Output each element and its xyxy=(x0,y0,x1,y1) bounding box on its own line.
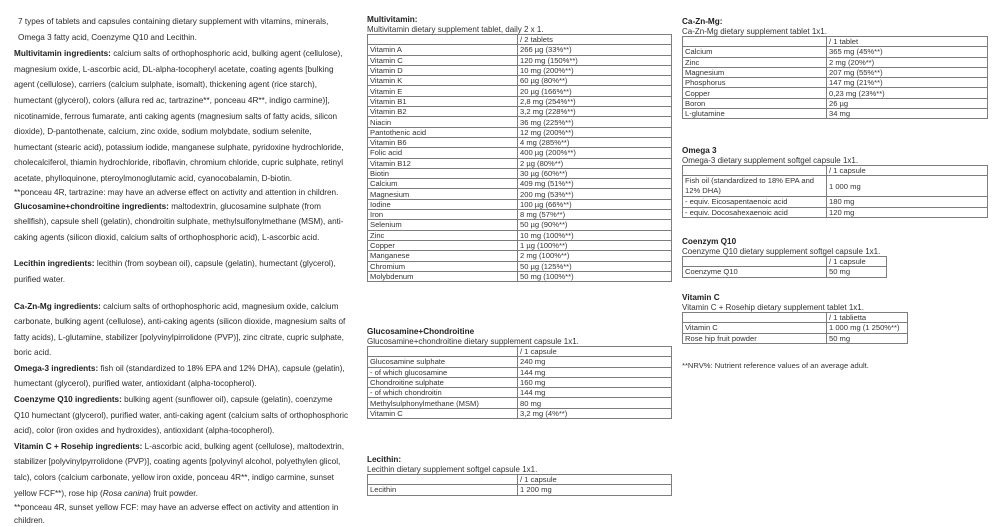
nutrient-name: Iron xyxy=(368,210,518,220)
nutrient-name: Vitamin B6 xyxy=(368,137,518,147)
nutrient-amount: 180 mg xyxy=(827,197,988,207)
nutrient-name: Vitamin E xyxy=(368,86,518,96)
coq10-section xyxy=(682,237,988,278)
nutrient-amount: 4 mg (285%**) xyxy=(518,137,672,147)
lecithin-ingredients: Lecithin ingredients: lecithin (from soybean oil), capsule (gelatin), humectant (glycerol), purified water. xyxy=(14,259,336,284)
nutrient-name: Fish oil (standardized to 18% EPA and 12% DHA) xyxy=(683,176,827,197)
table-row xyxy=(683,98,988,108)
table-header-row: / 1 capsule xyxy=(368,475,672,485)
nutrient-name: Vitamin C xyxy=(368,55,518,65)
nutrient-amount: 50 mg xyxy=(827,267,887,277)
nutrient-name: Vitamin B1 xyxy=(368,96,518,106)
vitc-subtitle: Vitamin C + Rosehip dietary supplement tablet 1x1. xyxy=(682,303,864,312)
nutrient-name: Glucosamine sulphate xyxy=(368,357,518,367)
table-row xyxy=(368,261,672,271)
nutrient-name: L-glutamine xyxy=(683,109,827,119)
nutrient-amount: 12 mg (200%**) xyxy=(518,127,672,137)
nutrient-amount: 144 mg xyxy=(518,388,672,398)
glucosamine-title: Glucosamine+Chondroitine xyxy=(367,327,475,336)
nutrient-amount: 50 µg (90%**) xyxy=(518,220,672,230)
table-row xyxy=(368,86,672,96)
nutrient-name: Vitamin K xyxy=(368,76,518,86)
omega-title: Omega 3 xyxy=(682,146,717,155)
table-row xyxy=(368,148,672,158)
nutrient-name: Vitamin B2 xyxy=(368,107,518,117)
nutrient-amount: 30 µg (60%**) xyxy=(518,168,672,178)
nutrient-amount: 50 mg xyxy=(827,333,908,343)
table-row xyxy=(683,323,908,333)
nutrient-name: Boron xyxy=(683,98,827,108)
nutrient-name: - equiv. Eicosapentaenoic acid xyxy=(683,197,827,207)
table-row xyxy=(368,76,672,86)
table-row xyxy=(683,47,988,57)
omega-table xyxy=(682,165,988,218)
table-row xyxy=(683,176,988,197)
nutrient-name: Selenium xyxy=(368,220,518,230)
table-row xyxy=(368,210,672,220)
nutrient-amount: 1 200 mg xyxy=(518,485,672,495)
cazn-section xyxy=(682,17,988,119)
glucosamine-table xyxy=(367,346,672,419)
nutrient-amount: 1 000 mg xyxy=(827,176,988,197)
glucosamine-ingredients: Glucosamine+chondroitine ingredients: maltodextrin, glucosamine sulphate (from shellfish), capsule shell (gelatin), chondroitin sulphate, methylsulfonylmethane (MSM), anti-caking agents (silicon dioxid, calcium salts of orthophosphoric acid), L-ascorbic acid. xyxy=(14,201,344,242)
table-header-row: / 1 tablietta xyxy=(683,313,908,323)
nutrient-amount: 1 000 mg (1 250%**) xyxy=(827,323,908,333)
nutrient-name: Copper xyxy=(683,88,827,98)
intro-text: 7 types of tablets and capsules containing dietary supplement with vitamins, minerals, Omega 3 fatty acid, Coenzyme Q10 and Lecithin. xyxy=(18,17,329,42)
coq10-ingredients: Coenzyme Q10 ingredients: bulking agent (sunflower oil), capsule (gelatin), coenzyme Q10 humectant (glycerol), purified water, anti-caking agent (calcium salts of orthophosphoric acid), color (iron oxides and hydroxides), antioxidant (alpha-tocopherol). xyxy=(14,395,349,436)
nutrient-name: - of which chondroitin xyxy=(368,388,518,398)
nutrient-amount: 3,2 mg (228%**) xyxy=(518,107,672,117)
nutrient-name: Iodine xyxy=(368,199,518,209)
nutrient-name: Biotin xyxy=(368,168,518,178)
coq10-table xyxy=(682,256,887,278)
table-row xyxy=(368,107,672,117)
ingredients-column xyxy=(14,14,350,527)
nutrient-amount: 365 mg (45%**) xyxy=(827,47,988,57)
omega-section xyxy=(682,146,988,218)
vitc-ingredients: Vitamin C + Rosehip ingredients: L-ascorbic acid, bulking agent (cellulose), maltodextrin, stabilizer [polyvinylpyrrolidone (PVP)], coating agents [polyvinyl alcohol, polyethylen glicol, talc), colors (calcium carbonate, yellow iron oxide, ponceau 4R**, indigo carmine, sunset yellow FCF**), rose hip (Rosa canina) fruit powder. xyxy=(14,441,344,498)
nutrient-name: Magnesium xyxy=(368,189,518,199)
cazn-ingredients: Ca-Zn-Mg ingredients: calcium salts of orthophosphoric acid, magnesium oxide, calcium carbonate, bulking agent (cellulose), anti-caking agents (silicon dioxide, magnesium salts of fatty acids), L-glutamine, stabilizer [polyvinylpirrolidone (PVP)], zinc citrate, cupric sulphate, boric acid. xyxy=(14,301,346,358)
nutrient-amount: 400 µg (200%**) xyxy=(518,148,672,158)
nutrient-name: Calcium xyxy=(368,179,518,189)
nrv-footnote: **NRV%: Nutrient reference values of an average adult. xyxy=(682,361,869,370)
table-row xyxy=(368,240,672,250)
table-row xyxy=(683,57,988,67)
nutrient-amount: 36 mg (225%**) xyxy=(518,117,672,127)
table-row xyxy=(368,117,672,127)
table-row xyxy=(368,65,672,75)
table-row xyxy=(368,96,672,106)
table-row xyxy=(368,189,672,199)
table-header-row: / 1 capsule xyxy=(683,257,887,267)
nutrient-name: Vitamin A xyxy=(368,45,518,55)
table-row xyxy=(683,197,988,207)
nutrient-amount: 1 µg (100%**) xyxy=(518,240,672,250)
cazn-table xyxy=(682,36,988,119)
table-row xyxy=(683,207,988,217)
vitc-title: Vitamin C xyxy=(682,293,720,302)
nutrient-name: Methylsulphonylmethane (MSM) xyxy=(368,398,518,408)
vitc-warning: **ponceau 4R, sunset yellow FCF: may have an adverse effect on activity and attention in children. xyxy=(14,503,339,526)
cazn-subtitle: Ca-Zn-Mg dietary supplement tablet 1x1. xyxy=(682,27,827,36)
nutrient-amount: 20 µg (166%**) xyxy=(518,86,672,96)
nutrient-amount: 409 mg (51%**) xyxy=(518,179,672,189)
multivitamin-title: Multivitamin: xyxy=(367,15,418,24)
table-row xyxy=(368,485,672,495)
table-row xyxy=(683,267,887,277)
nutrient-name: Magnesium xyxy=(683,67,827,77)
nutrient-amount: 147 mg (21%**) xyxy=(827,78,988,88)
nutrient-name: Zinc xyxy=(683,57,827,67)
nutrient-amount: 2 µg (80%**) xyxy=(518,158,672,168)
nutrient-amount: 160 mg xyxy=(518,377,672,387)
nutrient-amount: 60 µg (80%**) xyxy=(518,76,672,86)
table-header-row: / 1 capsule xyxy=(683,166,988,176)
table-row xyxy=(683,67,988,77)
nutrient-amount: 100 µg (66%**) xyxy=(518,199,672,209)
table-row xyxy=(368,158,672,168)
table-row xyxy=(368,377,672,387)
nutrient-name: Folic acid xyxy=(368,148,518,158)
omega-subtitle: Omega-3 dietary supplement softgel capsule 1x1. xyxy=(682,156,859,165)
cazn-title: Ca-Zn-Mg: xyxy=(682,17,723,26)
lecithin-section xyxy=(367,455,673,496)
table-row xyxy=(683,109,988,119)
nutrient-name: Manganese xyxy=(368,251,518,261)
nutrient-name: Chromium xyxy=(368,261,518,271)
multivitamin-section xyxy=(367,15,673,282)
nutrient-amount: 10 mg (200%**) xyxy=(518,65,672,75)
nutrient-amount: 50 mg (100%**) xyxy=(518,271,672,281)
nutrient-name: Vitamin C xyxy=(683,323,827,333)
nutrient-amount: 80 mg xyxy=(518,398,672,408)
multivitamin-table xyxy=(367,34,672,282)
table-row xyxy=(368,408,672,418)
nutrient-amount: 26 µg xyxy=(827,98,988,108)
nutrient-name: Vitamin B12 xyxy=(368,158,518,168)
table-row xyxy=(368,55,672,65)
table-row xyxy=(368,199,672,209)
nutrient-name: Chondroitine sulphate xyxy=(368,377,518,387)
table-header-row: / 2 tablets xyxy=(368,35,672,45)
nutrient-amount: 3,2 mg (4%**) xyxy=(518,408,672,418)
nutrient-amount: 240 mg xyxy=(518,357,672,367)
table-row xyxy=(368,137,672,147)
nutrient-name: Zinc xyxy=(368,230,518,240)
multivitamin-warning: **ponceau 4R, tartrazine: may have an adverse effect on activity and attention in children. xyxy=(14,187,339,197)
table-header-row: / 1 capsule xyxy=(368,347,672,357)
table-row xyxy=(368,388,672,398)
lecithin-table xyxy=(367,474,672,496)
nutrient-amount: 2 mg (20%**) xyxy=(827,57,988,67)
omega-ingredients: Omega-3 ingredients: fish oil (standardized to 18% EPA and 12% DHA), capsule (gelatin), humectant (glycerol), purified water, antioxidant (alpha-tocopherol). xyxy=(14,363,345,389)
table-row xyxy=(368,168,672,178)
nutrient-name: Calcium xyxy=(683,47,827,57)
nutrient-amount: 200 mg (53%**) xyxy=(518,189,672,199)
nutrient-amount: 120 mg (150%**) xyxy=(518,55,672,65)
nutrient-amount: 266 µg (33%**) xyxy=(518,45,672,55)
table-row xyxy=(683,78,988,88)
nutrient-amount: 2,8 mg (254%**) xyxy=(518,96,672,106)
nutrient-name: Copper xyxy=(368,240,518,250)
table-row xyxy=(368,271,672,281)
table-row xyxy=(683,333,908,343)
table-row xyxy=(368,220,672,230)
nutrient-name: Rose hip fruit powder xyxy=(683,333,827,343)
coq10-subtitle: Coenzyme Q10 dietary supplement softgel capsule 1x1. xyxy=(682,247,881,256)
glucosamine-subtitle: Glucosamine+chondroitine dietary supplement capsule 1x1. xyxy=(367,337,579,346)
table-row xyxy=(368,357,672,367)
coq10-title: Coenzym Q10 xyxy=(682,237,737,246)
lecithin-subtitle: Lecithin dietary supplement softgel capsule 1x1. xyxy=(367,465,538,474)
table-header-row: / 1 tablet xyxy=(683,37,988,47)
nutrient-name: Pantothenic acid xyxy=(368,127,518,137)
nutrient-name: Phosphorus xyxy=(683,78,827,88)
nutrient-amount: 120 mg xyxy=(827,207,988,217)
nutrient-amount: 10 mg (100%**) xyxy=(518,230,672,240)
nutrient-amount: 207 mg (55%**) xyxy=(827,67,988,77)
nutrient-amount: 34 mg xyxy=(827,109,988,119)
nutrient-name: Vitamin D xyxy=(368,65,518,75)
table-row xyxy=(368,367,672,377)
multivitamin-subtitle: Multivitamin dietary supplement tablet, daily 2 x 1. xyxy=(367,25,544,34)
nutrient-name: Coenzyme Q10 xyxy=(683,267,827,277)
vitc-table xyxy=(682,312,908,344)
table-row xyxy=(368,127,672,137)
nutrient-name: Lecithin xyxy=(368,485,518,495)
nutrient-name: Niacin xyxy=(368,117,518,127)
nutrient-amount: 144 mg xyxy=(518,367,672,377)
table-row xyxy=(368,45,672,55)
table-row xyxy=(368,230,672,240)
lecithin-title: Lecithin: xyxy=(367,455,402,464)
table-row xyxy=(683,88,988,98)
table-row xyxy=(368,251,672,261)
nutrient-name: - equiv. Docosahexaenoic acid xyxy=(683,207,827,217)
vitc-section xyxy=(682,293,988,344)
nutrient-amount: 2 mg (100%**) xyxy=(518,251,672,261)
table-row xyxy=(368,179,672,189)
nutrient-amount: 0,23 mg (23%**) xyxy=(827,88,988,98)
table-row xyxy=(368,398,672,408)
nutrient-name: Molybdenum xyxy=(368,271,518,281)
nutrient-name: Vitamin C xyxy=(368,408,518,418)
multivitamin-ingredients: Multivitamin ingredients: calcium salts of orthophosphoric acid, bulking agent (cellulose), magnesium oxide, L-ascorbic acid, DL-alpha-tocopheryl acetate, coating agents [bulking agent (cellulose), carriers (calcium sulphate, isomalt), thickening agent (rice starch), humectant (glycerol), colors (allura red ac, tartrazine**, ponceau 4R**, indigo carmine)], nicotinamide, ferrous fumarate, anti caking agents (magnesium salts of fatty acids, silicon dioxide), D-pantothenate, calcium, zinc oxide, sodium molybdate, sodium selenite, humectant (stearic acid), potassium iodide, manganese sulphate, pyridoxine hydrochloride, cholecalciferol, thiamin hydrochloride, riboflavin, chromium chloride, cupric sulphate, retinyl acetate, phylloquinone, pteroylmonoglutamic acid, cyanocobalamin, D-biotin. xyxy=(14,49,344,183)
nutrient-name: - of which glucosamine xyxy=(368,367,518,377)
glucosamine-section xyxy=(367,327,673,419)
nutrient-amount: 50 µg (125%**) xyxy=(518,261,672,271)
nutrient-amount: 8 mg (57%**) xyxy=(518,210,672,220)
